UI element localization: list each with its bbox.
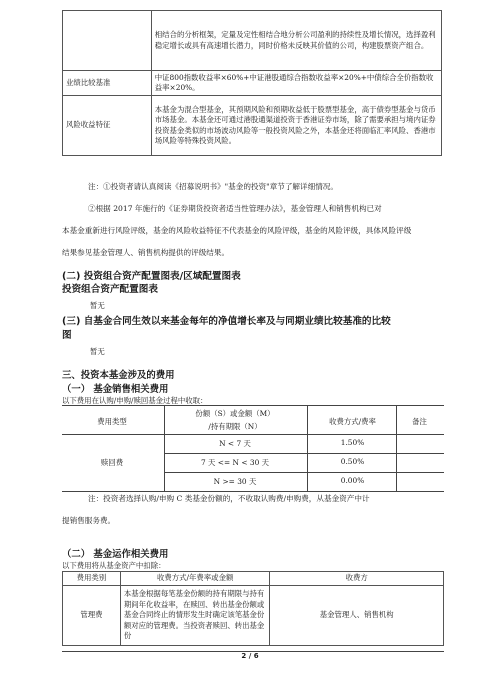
table-row	[63, 586, 444, 646]
rate-cell: 0.50%	[340, 457, 365, 466]
col-header-type: 费用类型	[97, 417, 127, 426]
rate-cell: 1.50%	[340, 438, 365, 447]
range-cell: 7 天 <= N < 30 天	[200, 458, 270, 467]
section-2-subheading: 投资组合资产配置图表	[62, 284, 158, 295]
col-header-receiver: 收费方	[270, 572, 444, 586]
fees-heading: 三、投资本基金涉及的费用	[62, 370, 175, 381]
table-row	[63, 96, 442, 156]
note-2-line-3: 结果参见基金管理人、销售机构提供的评级结果。	[62, 248, 230, 257]
col-header-amount-line-1: 份额（S）或金额（M）	[195, 409, 275, 418]
col-header-remark: 备注	[412, 417, 427, 426]
fund-info-table	[62, 10, 442, 156]
col-header-rate: 收费方式/费率	[329, 417, 376, 426]
table-row	[63, 11, 442, 71]
note-1: 注：①投资者请认真阅读《招募说明书》"基金的投资"章节了解详细情况。	[88, 182, 338, 191]
col-header-method: 收费方式/年费率或金额	[120, 572, 270, 586]
management-fee-receiver: 基金管理人、销售机构	[270, 586, 444, 646]
section-3-heading-line-2: 图	[62, 330, 72, 341]
operating-fee-table	[62, 571, 444, 646]
page-number: 2 / 6	[241, 652, 259, 660]
section-3-heading-line-1: (三) 自基金合同生效以来基金每年的净值增长率及与同期业绩比较基准的比较	[62, 316, 391, 327]
col-header-category: 费用类别	[63, 572, 121, 586]
strategy-text: 相结合的分析框架，定量及定性相结合地分析公司盈利的持续性及增长情况，选择盈利稳定增长或具有高速增长潜力，同时价格未反映其价值的公司，构建股票资产组合。	[151, 11, 441, 71]
risk-text: 本基金为混合型基金，其预期风险和预期收益低于股票型基金，高于债券型基金与货币市场基金。本基金还可通过港股通渠道投资于香港证券市场，除了需要承担与境内证券投资基金类似的市场波动风险等一般投资风险之外，本基金还将面临汇率风险、香港市场风险等特殊投资风险。	[151, 96, 441, 156]
redemption-fee-label: 赎回费	[100, 458, 124, 467]
section-3-empty: 暂无	[90, 347, 105, 356]
rate-cell: 0.00%	[340, 476, 365, 485]
management-fee-label: 管理费	[63, 586, 121, 646]
row-label	[63, 11, 152, 71]
col-header-amount-line-2: /持有期限（N）	[208, 422, 262, 431]
operating-fees-subheading: （二） 基金运作相关费用	[62, 549, 169, 560]
section-2-empty: 暂无	[90, 301, 105, 310]
range-cell: N >= 30 天	[213, 477, 257, 486]
table-row	[63, 71, 442, 96]
benchmark-text: 中证800指数收益率×60%+中证港股通综合指数收益率×20%+中债综合全价指数收益率×20%。	[151, 71, 441, 96]
operating-fees-intro: 以下费用将从基金资产中扣除：	[62, 561, 166, 570]
note-2-line-2: 本基金重新进行风险评级，基金的风险收益特征不代表基金的风险评级，基金的风险评级，具体风险评级	[62, 226, 412, 235]
table-row	[63, 572, 444, 586]
sales-fees-intro: 以下费用在认购/申购/赎回基金过程中收取：	[62, 396, 208, 405]
fee-note-line-1: 注：投资者选择认购/申购 C 类基金份额的，不收取认购费/申购费，从基金资产中计	[88, 494, 370, 503]
section-2-heading: (二) 投资组合资产配置图表/区域配置图表	[62, 271, 241, 282]
fee-note-line-2: 提销售服务费。	[62, 516, 116, 525]
note-2-line-1: ②根据 2017 年施行的《证券期货投资者适当性管理办法》，基金管理人和销售机构已对	[88, 204, 382, 213]
sales-fees-subheading: （一） 基金销售相关费用	[62, 384, 169, 395]
benchmark-label: 业绩比较基准	[63, 71, 152, 96]
range-cell: N < 7 天	[219, 439, 251, 448]
risk-label: 风险收益特征	[63, 96, 152, 156]
management-fee-method: 本基金根据每笔基金份额的持有期限与持有期间年化收益率，在赎回、转出基金份额或基金合同终止的情形发生时确定该笔基金份额对应的管理费。当投资者赎回、转出基金份	[120, 586, 270, 646]
